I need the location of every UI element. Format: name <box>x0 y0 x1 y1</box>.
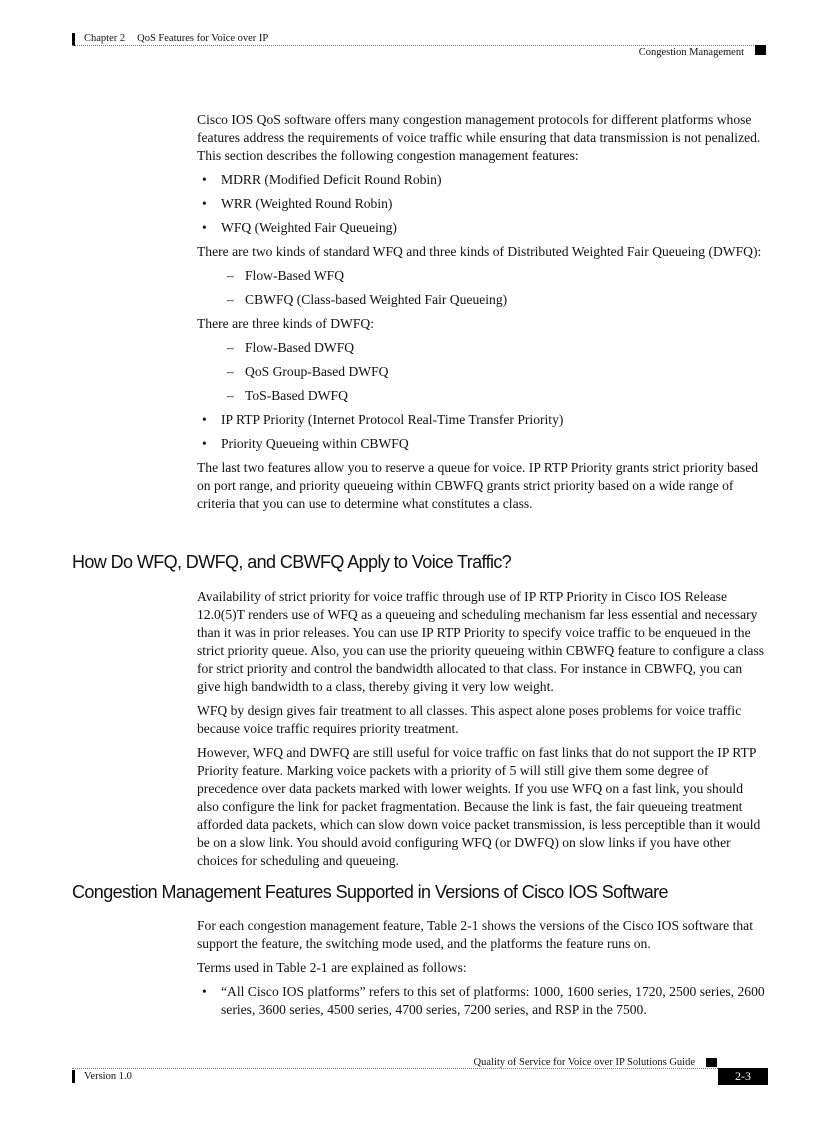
footer-block <box>706 1058 717 1067</box>
list-item: • WFQ (Weighted Fair Queueing) <box>197 219 767 237</box>
list-item: • “All Cisco IOS platforms” refers to this set of platforms: 1000, 1600 series, 1720, 2500 series, 2600 series, 3600 series, 4500 series, 4700 series, 7200 series, and RSP in the 7500. <box>197 983 767 1019</box>
list-item: • IP RTP Priority (Internet Protocol Real-Time Transfer Priority) <box>197 411 767 429</box>
guide-title: Quality of Service for Voice over IP Solutions Guide <box>473 1057 695 1068</box>
footer-rule <box>72 1068 766 1069</box>
list-item: • Priority Queueing within CBWFQ <box>197 435 767 453</box>
section-heading-supported-versions: Congestion Management Features Supported in Versions of Cisco IOS Software <box>72 882 668 902</box>
header-block <box>755 45 766 55</box>
dwfq-note: There are three kinds of DWFQ: <box>197 316 375 331</box>
feature-list <box>197 171 767 237</box>
intro-paragraph: Cisco IOS QoS software offers many congestion management protocols for different platforms whose features address the requirements of voice traffic while ensuring that data transmission is not penalized. This section describes the following congestion management features: <box>197 112 761 163</box>
chapter-number: Chapter 2 <box>84 33 126 44</box>
header-rule <box>72 45 766 46</box>
dwfq-kinds-list <box>221 339 767 405</box>
intro-section <box>197 111 767 519</box>
list-item: – Flow-Based DWFQ <box>221 339 767 357</box>
list-item: • MDRR (Modified Deficit Round Robin) <box>197 171 767 189</box>
page-number: 2-3 <box>718 1068 768 1085</box>
list-item: – Flow-Based WFQ <box>221 267 767 285</box>
footer-bar <box>72 1070 75 1083</box>
version-label: Version 1.0 <box>84 1071 132 1082</box>
supported-versions-section <box>197 917 767 1025</box>
wfq-kinds-list <box>221 267 767 309</box>
wfq-voice-section <box>197 588 767 876</box>
section-label: Congestion Management <box>638 47 744 58</box>
list-item: – ToS-Based DWFQ <box>221 387 767 405</box>
wfq-note: There are two kinds of standard WFQ and three kinds of Distributed Weighted Fair Queueing (DWFQ): <box>197 244 762 259</box>
terms-list <box>197 983 767 1019</box>
chapter-label <box>84 33 268 44</box>
feature-list-continued <box>197 411 767 453</box>
list-item: – CBWFQ (Class-based Weighted Fair Queueing) <box>221 291 767 309</box>
body-paragraph: WFQ by design gives fair treatment to all classes. This aspect alone poses problems for voice traffic because voice traffic requires priority treatment. <box>197 703 742 736</box>
body-paragraph: Availability of strict priority for voice traffic through use of IP RTP Priority in Cisco IOS Release 12.0(5)T renders use of WFQ as a queueing and scheduling mechanism far less essential and necessary than it was in prior releases. You can use IP RTP Priority to specify voice traffic to be enqueued in the strict priority queue. Also, you can use the priority queueing within CBWFQ feature to configure a class for strict priority and control the bandwidth allocated to that class. For instance in CBWFQ, you can give high bandwidth to a class, thereby giving it very low weight. <box>197 589 765 694</box>
chapter-title: QoS Features for Voice over IP <box>137 33 269 44</box>
body-paragraph: For each congestion management feature, Table 2-1 shows the versions of the Cisco IOS software that support the feature, the switching mode used, and the platforms the feature runs on. <box>197 918 753 951</box>
body-paragraph: Terms used in Table 2-1 are explained as follows: <box>197 960 467 975</box>
list-item: – QoS Group-Based DWFQ <box>221 363 767 381</box>
section-heading-wfq-voice: How Do WFQ, DWFQ, and CBWFQ Apply to Voice Traffic? <box>72 552 512 572</box>
body-paragraph: However, WFQ and DWFQ are still useful for voice traffic on fast links that do not support the IP RTP Priority feature. Marking voice packets with a priority of 5 will still give them some degree of precedence over data packets marked with lower weights. If you use WFQ on a fast link, you should also configure the link for packet fragmentation. Because the link is fast, the fair queueing treatment afforded data packets, which can slow down voice packet transmission, is less perceptible than it would be on a slow link. You should avoid configuring WFQ (or DWFQ) on slow links if you have other choices for scheduling and queueing. <box>197 745 761 868</box>
list-item: • WRR (Weighted Round Robin) <box>197 195 767 213</box>
closing-paragraph: The last two features allow you to reserve a queue for voice. IP RTP Priority grants strict priority based on port range, and priority queueing within CBWFQ grants strict priority based on a wide range of criteria that you can use to determine what constitutes a class. <box>197 460 759 511</box>
